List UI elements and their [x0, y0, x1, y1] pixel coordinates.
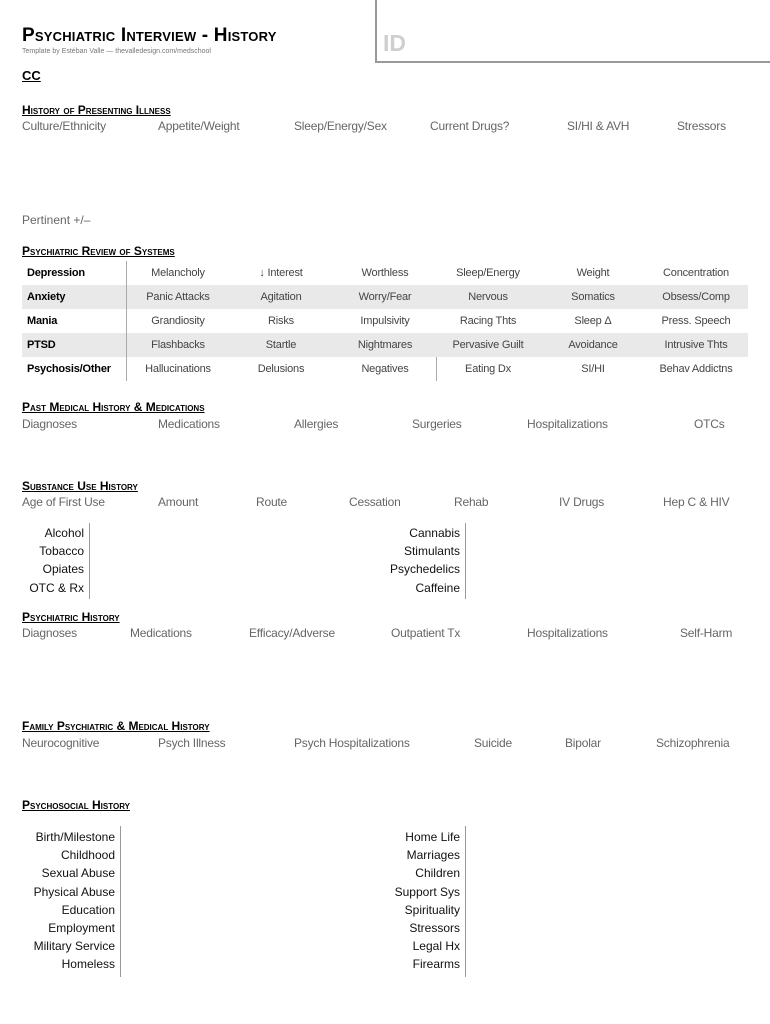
hpi-field: Stressors — [677, 119, 726, 133]
hpi-fields — [22, 119, 762, 135]
psych-history-heading: Psychiatric History — [22, 610, 120, 624]
list-item: Childhood — [60, 848, 115, 863]
list-item: OTC & Rx — [29, 580, 84, 595]
list-item: Military Service — [33, 939, 115, 954]
psychosocial-left-divider — [120, 826, 121, 977]
substance-field: IV Drugs — [559, 495, 605, 509]
list-item: Caffeine — [415, 580, 460, 595]
ros-item[interactable]: Nightmares — [357, 339, 413, 351]
ros-item[interactable]: Press. Speech — [661, 315, 731, 327]
substance-fields — [22, 495, 762, 511]
ros-label: Anxiety — [27, 291, 66, 303]
hpi-field: Appetite/Weight — [158, 119, 240, 133]
ros-item[interactable]: Somatics — [571, 291, 615, 303]
ros-item[interactable]: Behav Addictns — [659, 363, 733, 375]
family-field: Bipolar — [565, 736, 601, 750]
ros-item[interactable]: Pervasive Guilt — [452, 339, 524, 351]
ros-item[interactable]: Hallucinations — [145, 363, 211, 375]
ros-label: Mania — [27, 315, 58, 327]
psychosocial-heading: Psychosocial History — [22, 798, 131, 812]
template-credit: Template by Estéban Valle — thevalledesign.com/medschool — [22, 48, 211, 55]
substance-left-list — [22, 524, 84, 597]
family-fields — [22, 736, 762, 752]
family-field: Psych Illness — [158, 736, 226, 750]
ros-item[interactable]: Negatives — [361, 363, 409, 375]
pmh-field: Diagnoses — [22, 417, 77, 431]
ros-item[interactable]: ↓ Interest — [259, 267, 303, 279]
pmh-heading: Past Medical History & Medications — [22, 400, 205, 414]
ros-item[interactable]: Impulsivity — [360, 315, 410, 327]
list-item: Opiates — [42, 562, 84, 577]
substance-right-divider — [465, 523, 466, 599]
family-heading: Family Psychiatric & Medical History — [22, 719, 210, 733]
psychosocial-right-list — [360, 828, 460, 974]
ros-divider — [126, 261, 127, 381]
psychosocial-left-list — [22, 828, 115, 974]
list-item: Cannabis — [409, 526, 460, 540]
list-item: Education — [61, 902, 115, 917]
pmh-field: Surgeries — [412, 417, 462, 431]
ros-heading: Psychiatric Review of Systems — [22, 244, 175, 258]
ros-item[interactable]: Worry/Fear — [358, 291, 412, 303]
ros-item[interactable]: Concentration — [663, 267, 729, 279]
list-item: Home Life — [405, 830, 460, 844]
psych-history-field: Efficacy/Adverse — [249, 626, 335, 640]
psych-history-field: Diagnoses — [22, 626, 77, 640]
ros-item[interactable]: SI/HI — [581, 363, 605, 375]
pmh-field: OTCs — [694, 417, 725, 431]
ros-item[interactable]: Melancholy — [151, 267, 205, 279]
list-item: Stressors — [409, 921, 460, 936]
ros-label: Depression — [27, 267, 85, 279]
list-item: Employment — [48, 921, 115, 936]
list-item: Children — [415, 866, 460, 881]
psych-history-field: Hospitalizations — [527, 626, 608, 640]
page-title: Psychiatric Interview - History — [22, 25, 277, 46]
ros-table — [22, 261, 748, 381]
family-field: Suicide — [474, 736, 512, 750]
list-item: Legal Hx — [412, 939, 460, 954]
ros-item[interactable]: Sleep Δ — [574, 315, 612, 327]
ros-item[interactable]: Nervous — [468, 291, 508, 303]
ros-item[interactable]: Weight — [576, 267, 610, 279]
pmh-field: Allergies — [294, 417, 339, 431]
hpi-field: Current Drugs? — [430, 119, 510, 133]
list-item: Firearms — [412, 957, 460, 972]
ros-item[interactable]: Eating Dx — [465, 363, 511, 375]
ros-item[interactable]: Sleep/Energy — [456, 267, 520, 279]
ros-row-depression — [22, 261, 748, 285]
list-item: Physical Abuse — [33, 884, 115, 899]
ros-label: Psychosis/Other — [27, 363, 111, 375]
ros-item[interactable]: Avoidance — [568, 339, 618, 351]
pertinent-label: Pertinent +/– — [22, 213, 91, 227]
substance-field: Hep C & HIV — [663, 495, 730, 509]
substance-left-divider — [89, 523, 90, 599]
psych-history-fields — [22, 626, 762, 642]
ros-divider — [436, 357, 437, 381]
substance-right-list — [360, 524, 460, 597]
substance-field: Rehab — [454, 495, 489, 509]
ros-item[interactable]: Obsess/Comp — [662, 291, 730, 303]
list-item: Marriages — [406, 848, 460, 863]
list-item: Spirituality — [404, 902, 460, 917]
family-field: Schizophrenia — [656, 736, 730, 750]
list-item: Tobacco — [39, 544, 84, 559]
family-field: Psych Hospitalizations — [294, 736, 410, 750]
ros-label: PTSD — [27, 339, 56, 351]
psychosocial-right-divider — [465, 826, 466, 977]
list-item: Birth/Milestone — [35, 830, 115, 844]
pmh-fields — [22, 417, 762, 433]
ros-item[interactable]: Intrusive Thts — [664, 339, 728, 351]
substance-field: Age of First Use — [22, 495, 105, 509]
ros-item[interactable]: Risks — [268, 315, 294, 327]
ros-item[interactable]: Racing Thts — [459, 315, 517, 327]
hpi-field: SI/HI & AVH — [567, 119, 630, 133]
ros-item[interactable]: Startle — [265, 339, 297, 351]
ros-item[interactable]: Delusions — [257, 363, 305, 375]
hpi-heading: History of Presenting Illness — [22, 103, 171, 117]
psych-history-field: Self-Harm — [680, 626, 733, 640]
pmh-field: Hospitalizations — [527, 417, 608, 431]
ros-row-mania — [22, 309, 748, 333]
pmh-field: Medications — [158, 417, 220, 431]
ros-item[interactable]: Flashbacks — [151, 339, 205, 351]
substance-field: Route — [256, 495, 288, 509]
ros-row-anxiety — [22, 285, 748, 309]
list-item: Sexual Abuse — [41, 866, 115, 881]
list-item: Homeless — [61, 957, 115, 972]
substance-field: Amount — [158, 495, 199, 509]
list-item: Psychedelics — [389, 562, 460, 577]
hpi-field: Culture/Ethnicity — [22, 119, 106, 133]
list-item: Stimulants — [403, 544, 460, 559]
ros-row-psychosis — [22, 357, 748, 381]
ros-item[interactable]: Worthless — [361, 267, 409, 279]
family-field: Neurocognitive — [22, 736, 100, 750]
psych-history-field: Outpatient Tx — [391, 626, 461, 640]
id-box[interactable] — [375, 0, 770, 63]
id-label: ID — [383, 30, 406, 56]
psych-history-field: Medications — [130, 626, 192, 640]
list-item: Alcohol — [44, 526, 84, 540]
substance-heading: Substance Use History — [22, 479, 138, 493]
hpi-field: Sleep/Energy/Sex — [294, 119, 387, 133]
ros-item[interactable]: Panic Attacks — [146, 291, 210, 303]
ros-item[interactable]: Agitation — [260, 291, 302, 303]
list-item: Support Sys — [394, 884, 460, 899]
substance-field: Cessation — [349, 495, 401, 509]
cc-heading: CC — [22, 68, 41, 83]
ros-row-ptsd — [22, 333, 748, 357]
ros-item[interactable]: Grandiosity — [151, 315, 205, 327]
